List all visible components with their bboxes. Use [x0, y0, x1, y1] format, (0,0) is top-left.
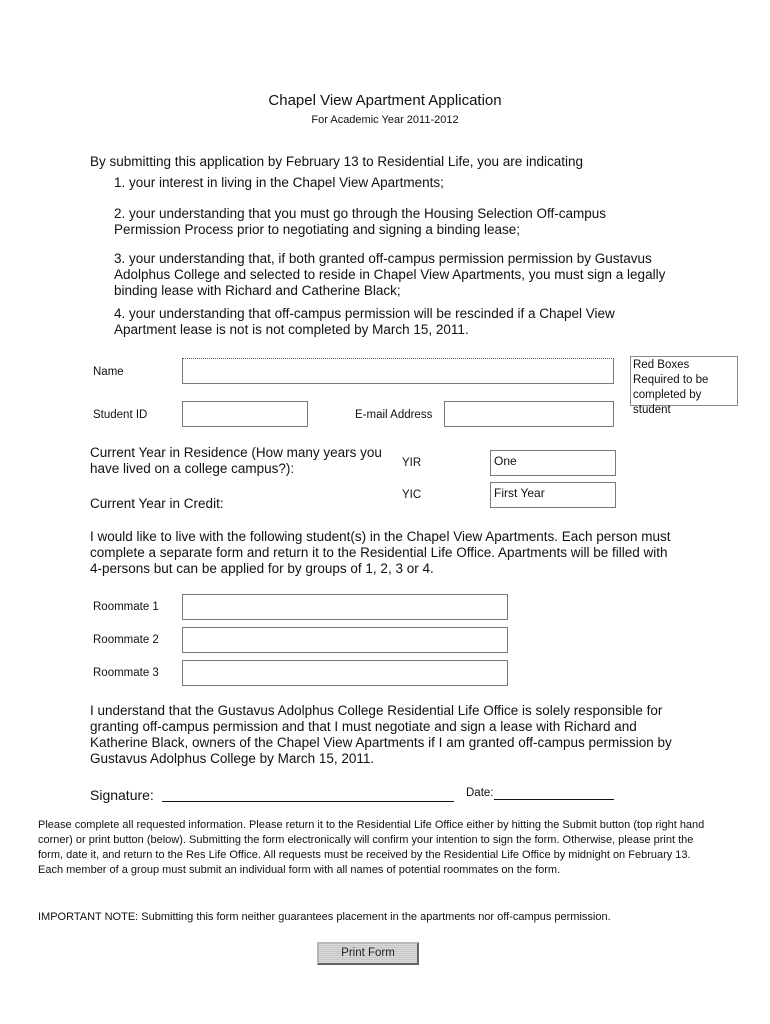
intro-item-1: 1. your interest in living in the Chapel View Apartments;: [114, 175, 444, 190]
yic-label: YIC: [402, 489, 422, 501]
roommates-intro: I would like to live with the following student(s) in the Chapel View Apartments. Each person must complete a separate form and return it to the Residential Life Office. Apartments will be filled with 4-persons but can be applied for by groups of 1, 2, 3 or 4.: [90, 529, 671, 576]
student-id-input[interactable]: [182, 401, 308, 427]
page-title: Chapel View Apartment Application: [268, 92, 502, 109]
roommate-3-input[interactable]: [182, 660, 508, 686]
email-label: E-mail Address: [355, 409, 433, 421]
date-label: Date:: [466, 787, 494, 799]
student-id-label: Student ID: [93, 409, 148, 421]
intro-item-4: 4. your understanding that off-campus permission will be rescinded if a Chapel View Apartment lease is not is not completed by March 15, 2011.: [114, 306, 615, 337]
residence-question: Current Year in Residence (How many years you have lived on a college campus?):: [90, 445, 382, 476]
print-form-button[interactable]: Print Form: [317, 942, 419, 965]
important-note: IMPORTANT NOTE: Submitting this form neither guarantees placement in the apartments nor off-campus permission.: [38, 911, 611, 923]
credit-question: Current Year in Credit:: [90, 496, 224, 511]
intro-lead: By submitting this application by February 13 to Residential Life, you are indicating: [90, 154, 584, 169]
submission-instructions: Please complete all requested information. Please return it to the Residential Life Office either by hitting the Submit button (top right hand corner) or print button (below). Submitting the form electronically will confirm your intention to sign the form. Otherwise, please print the form, date it, and return to the Res Life Office. All requests must be received by the Residential Life Office by midnight on February 13. Each member of a group must submit an individual form with all names of potential roommates on the form.: [38, 819, 705, 876]
roommate-1-label: Roommate 1: [93, 601, 159, 613]
roommate-2-input[interactable]: [182, 627, 508, 653]
roommate-3-label: Roommate 3: [93, 667, 159, 679]
name-label: Name: [93, 366, 124, 378]
yir-input[interactable]: One: [490, 450, 616, 476]
intro-item-2: 2. your understanding that you must go through the Housing Selection Off-campus Permission Process prior to negotiating and signing a binding lease;: [114, 206, 607, 237]
required-note: Red Boxes Required to be completed by student: [630, 356, 738, 406]
name-input[interactable]: [182, 358, 614, 384]
roommate-2-label: Roommate 2: [93, 634, 159, 646]
intro-item-3: 3. your understanding that, if both granted off-campus permission permission by Gustavus Adolphus College and selected to reside in Chapel View Apartments, you must sign a legally binding lease with Richard and Catherine Black;: [114, 251, 666, 298]
yic-input[interactable]: First Year: [490, 482, 616, 508]
academic-year-subtitle: For Academic Year 2011-2012: [311, 114, 459, 126]
yir-label: YIR: [402, 457, 422, 469]
signature-label: Signature:: [90, 787, 154, 803]
email-input[interactable]: [444, 401, 614, 427]
date-line[interactable]: [494, 798, 614, 800]
agreement-text: I understand that the Gustavus Adolphus College Residential Life Office is solely responsible for granting off-campus permission and that I must negotiate and sign a lease with Richard and Katherine Black, owners of the Chapel View Apartments if I am granted off-campus permission by Gustavus Adolphus College by March 15, 2011.: [90, 703, 672, 766]
roommate-1-input[interactable]: [182, 594, 508, 620]
signature-line[interactable]: [162, 800, 454, 802]
